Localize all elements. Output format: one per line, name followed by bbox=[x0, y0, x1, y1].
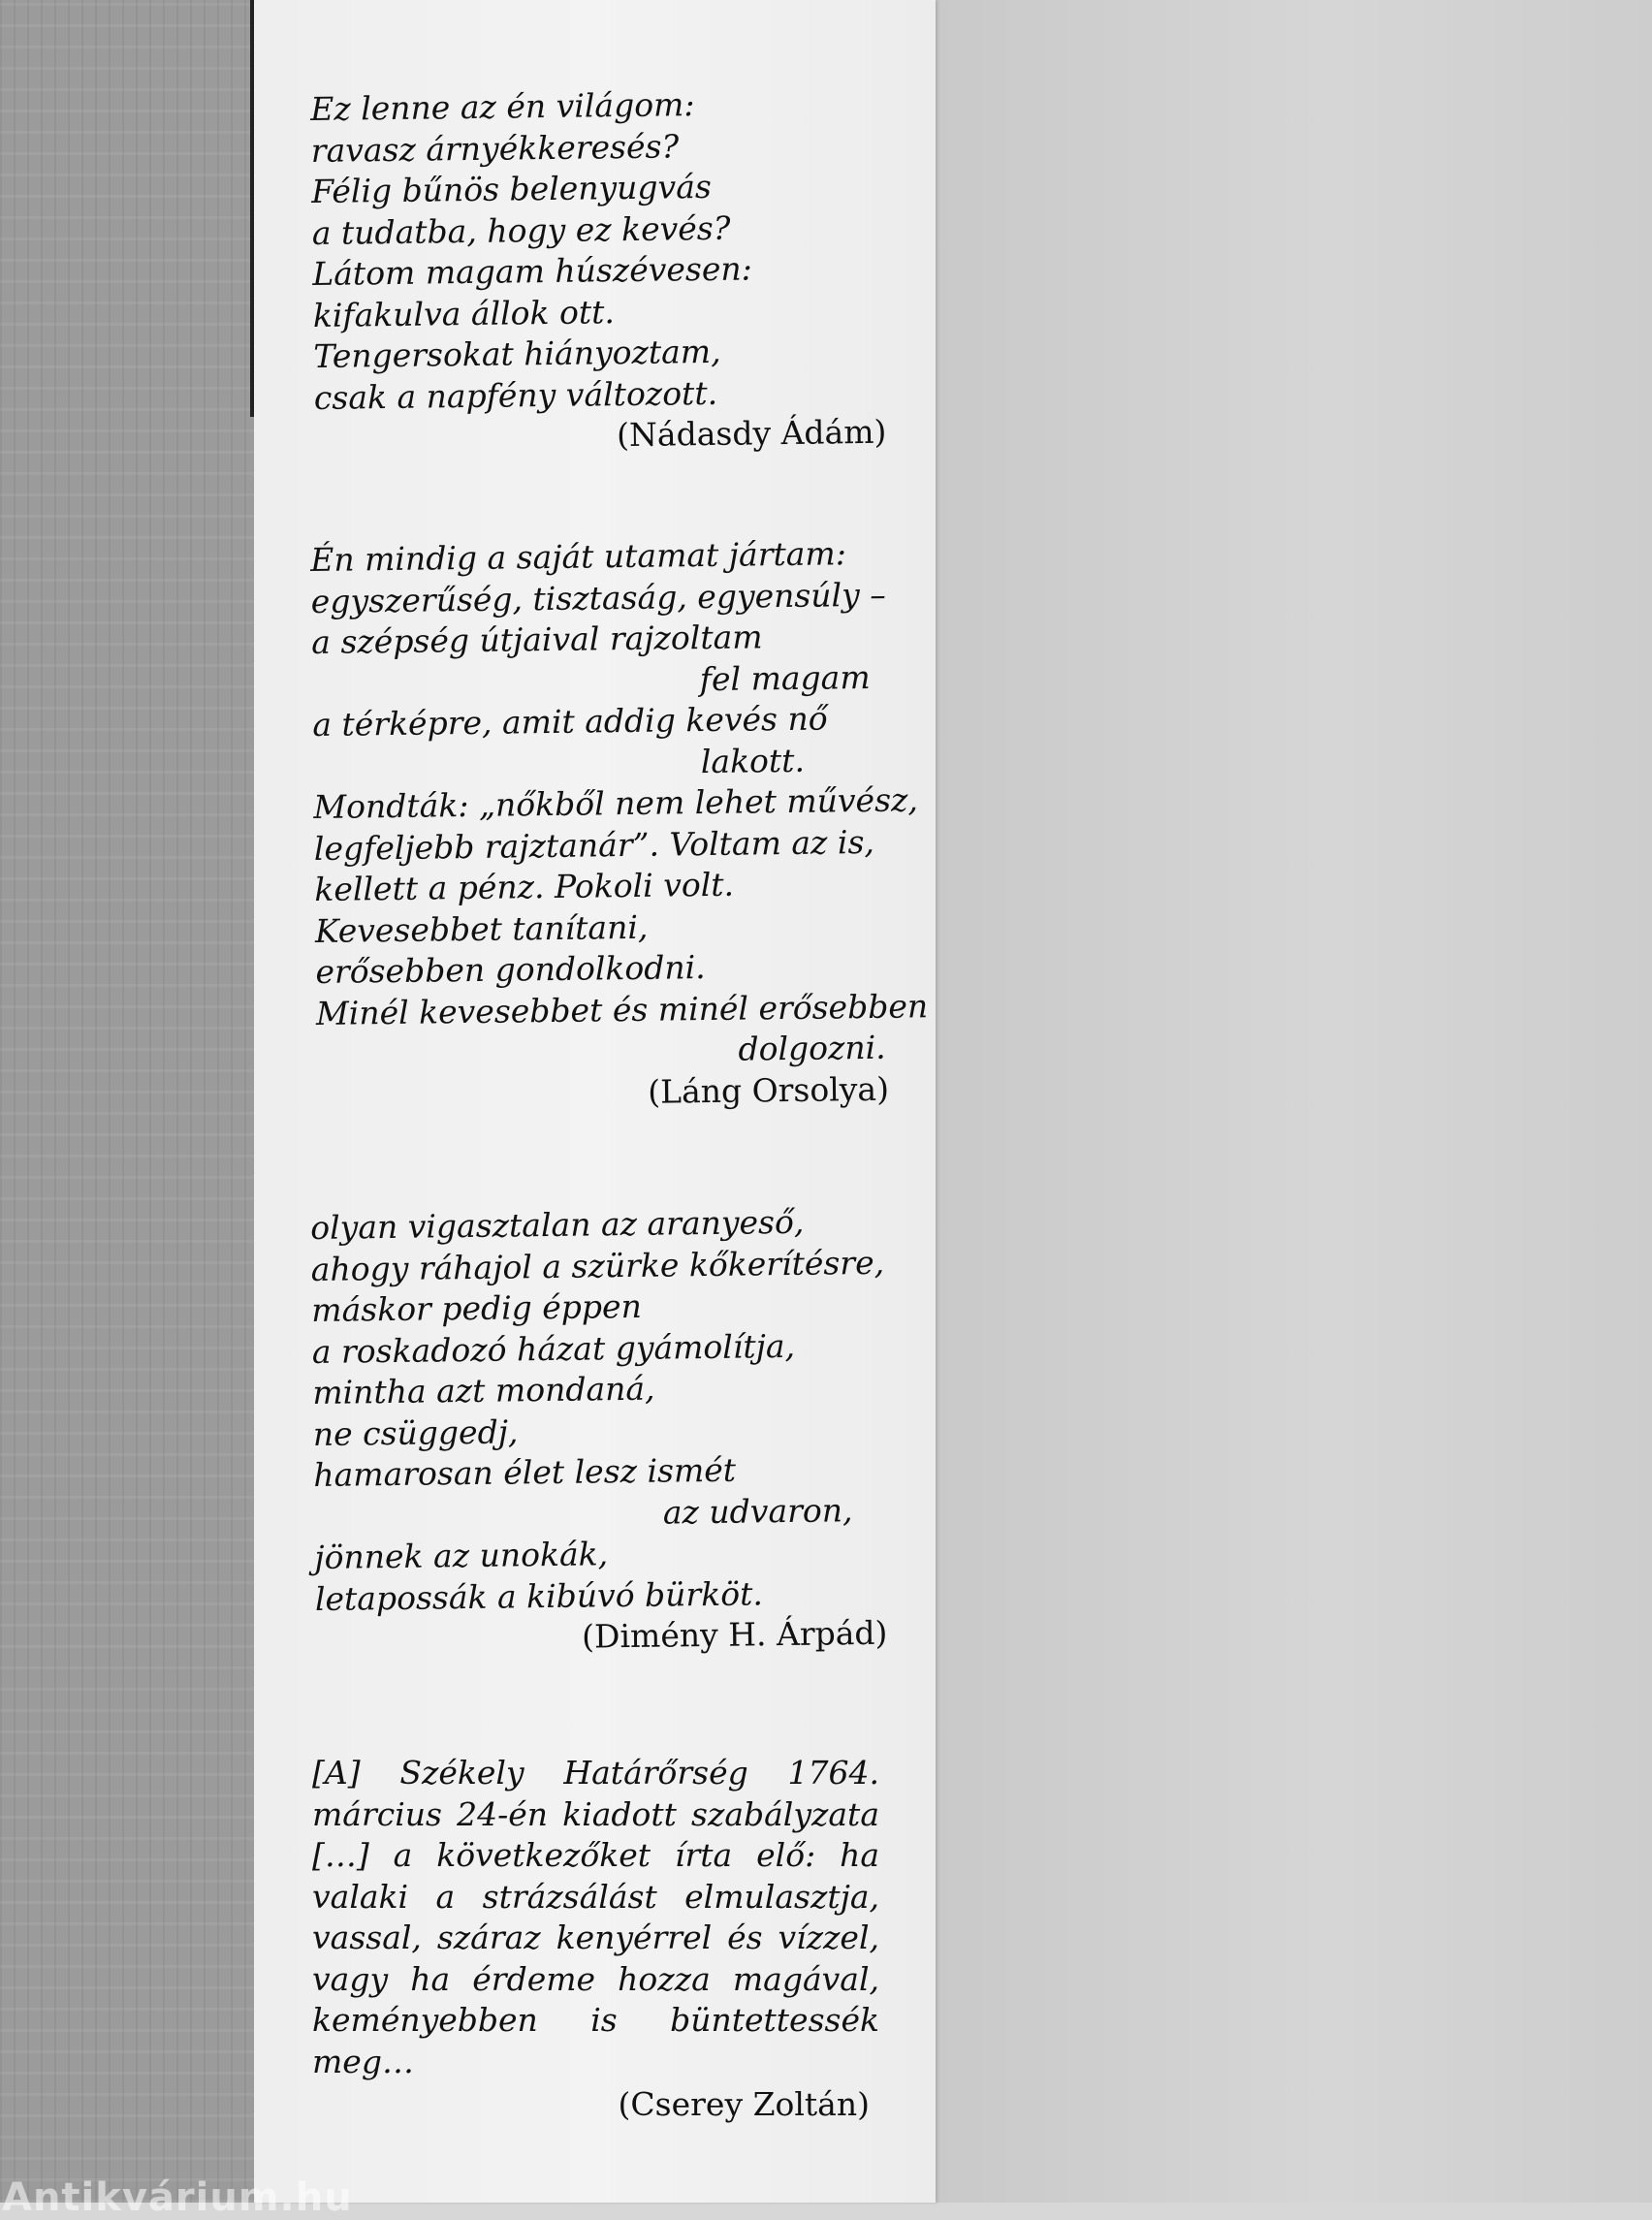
poem-line: csak a napfény változott. bbox=[313, 373, 718, 417]
poem-line: kifakulva állok ott. bbox=[312, 292, 616, 334]
poem-line: a szépség útjaival rajzoltam bbox=[311, 618, 763, 661]
poem-line: erősebben gondolkodni. bbox=[315, 948, 706, 991]
poem-author: (Láng Orsolya) bbox=[648, 1069, 890, 1111]
poem-line: a tudatba, hogy ez kevés? bbox=[311, 208, 731, 252]
poem-line: a roskadozó házat gyámolítja, bbox=[311, 1326, 796, 1371]
poem-author: (Dimény H. Árpád) bbox=[581, 1613, 888, 1656]
poem-line: máskor pedig éppen bbox=[311, 1286, 643, 1329]
prose-quote bbox=[312, 1753, 879, 2126]
poem-line: Minél kevesebbet és minél erősebben bbox=[315, 986, 929, 1032]
bookmark-card bbox=[254, 0, 936, 2203]
poem-line: Kevesebbet tanítani, bbox=[314, 907, 649, 950]
poem-line: ravasz árnyékkeresés? bbox=[310, 126, 680, 170]
poem-author: (Nádasdy Ádám) bbox=[616, 412, 887, 455]
poem-line: ahogy ráhajol a szürke kőkerítésre, bbox=[310, 1243, 885, 1288]
poem-line: az udvaron, bbox=[662, 1490, 853, 1532]
poem-line: Tengersokat hiányoztam, bbox=[313, 332, 721, 375]
left-backdrop bbox=[0, 0, 254, 2203]
poem-line: Ez lenne az én világom: bbox=[310, 85, 695, 128]
poem-line: legfeljebb rajztanár”. Voltam az is, bbox=[313, 822, 875, 868]
poem-nadasdy bbox=[310, 82, 897, 460]
watermark: Antikvárium.hu bbox=[2, 2175, 353, 2220]
poem-line: dolgozni. bbox=[738, 1028, 886, 1068]
poem-line: Félig bűnös belenyugvás bbox=[311, 167, 713, 210]
poem-dimeny bbox=[310, 1201, 898, 1662]
right-backdrop bbox=[936, 0, 1652, 2203]
poem-line: a térképre, amit addig kevés nő bbox=[312, 699, 828, 744]
poem-line: kellett a pénz. Pokoli volt. bbox=[314, 865, 735, 908]
poem-line: hamarosan élet lesz ismét bbox=[313, 1450, 737, 1494]
prose-text: [A] Székely Határőrség 1764. március 24-én kiadott szabályzata […] a következőket írta elő: ha valaki a strázsálást elmulasztja, vassal, száraz kenyérrel és vízzel, vagy ha érdeme hozza magával, keményebben is büntettessék meg… bbox=[312, 1754, 879, 2080]
poem-line: Mondták: „nőkből nem lehet művész, bbox=[313, 780, 919, 826]
poem-line: fel magam bbox=[699, 657, 871, 698]
poem-line: egyszerűség, tisztaság, egyensúly – bbox=[310, 575, 886, 620]
poem-line: jönnek az unokák, bbox=[314, 1535, 609, 1576]
poem-line: Látom magam húszévesen: bbox=[312, 249, 752, 293]
prose-author: (Cserey Zoltán) bbox=[618, 2085, 870, 2123]
poem-line: lakott. bbox=[700, 741, 806, 780]
poem-line: letapossák a kibúvó bürköt. bbox=[314, 1573, 764, 1618]
poem-line: ne csüggedj, bbox=[312, 1411, 519, 1453]
poem-line: mintha azt mondaná, bbox=[312, 1369, 655, 1411]
poem-lang bbox=[310, 533, 929, 1117]
poem-line: Én mindig a saját utamat jártam: bbox=[310, 534, 847, 579]
poem-line: olyan vigasztalan az aranyeső, bbox=[310, 1202, 805, 1247]
